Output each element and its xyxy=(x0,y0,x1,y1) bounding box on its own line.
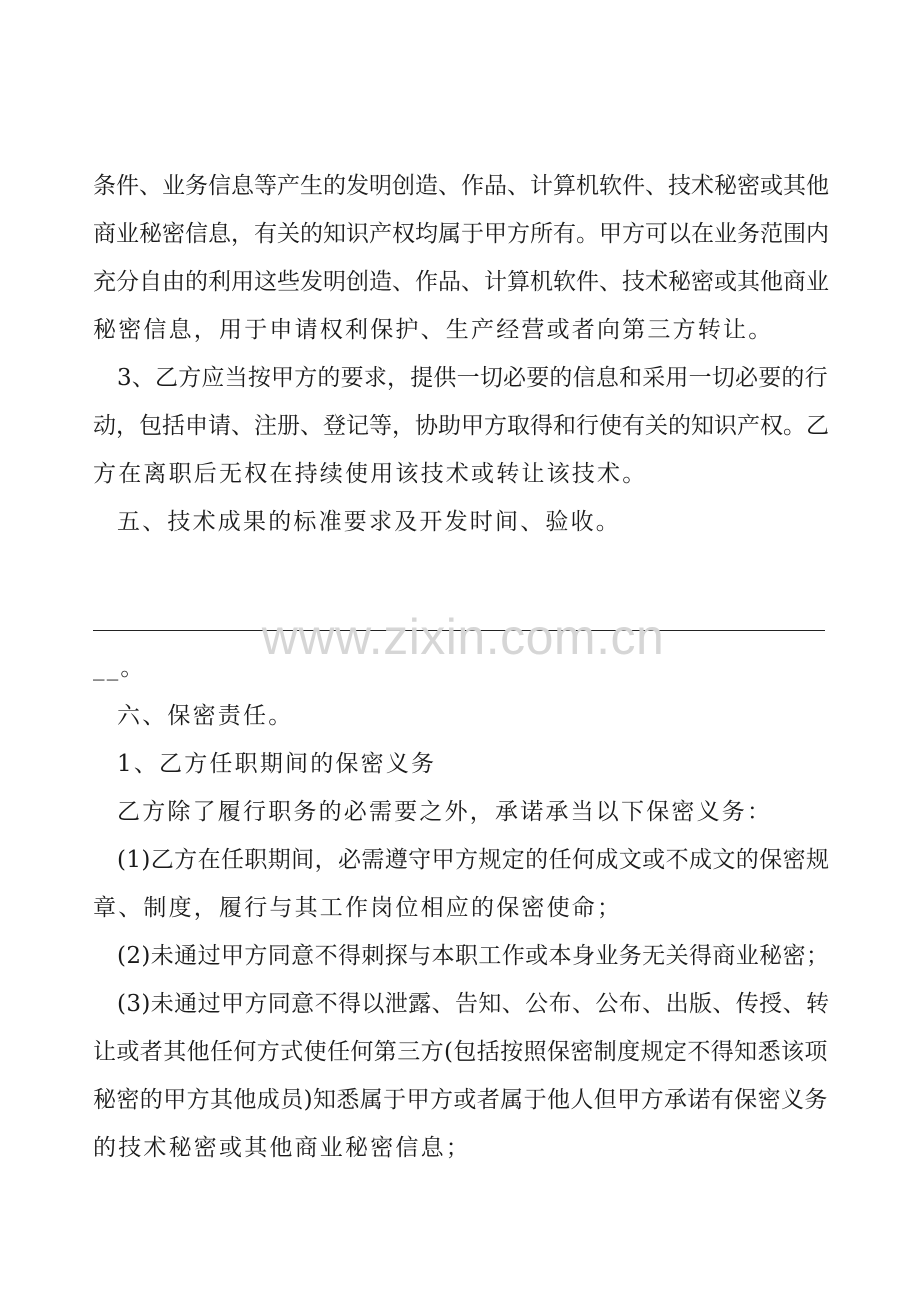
clause-3-line-1: 3、乙方应当按甲方的要求，提供一切必要的信息和采用一切必要的行 xyxy=(117,365,828,391)
watermark: www.zixin.com.cn xyxy=(261,609,665,665)
item-3-line-4: 的技术秘密或其他商业秘密信息； xyxy=(93,1135,471,1161)
section-5-heading: 五、技术成果的标准要求及开发时间、验收。 xyxy=(117,509,621,535)
item-3-line-1: (3)未通过甲方同意不得以泄露、告知、公布、公布、出版、传授、转 xyxy=(117,991,830,1017)
text-line-3: 充分自由的利用这些发明创造、作品、计算机软件、技术秘密或其他商业 xyxy=(93,269,829,295)
clause-3-line-3: 方在离职后无权在持续使用该技术或转让该技术。 xyxy=(93,461,648,487)
item-1-line-1: (1)乙方在任职期间，必需遵守甲方规定的任何成文或不成文的保密规 xyxy=(117,847,830,873)
blank-line-end: __。 xyxy=(93,655,146,681)
item-3-line-3: 秘密的甲方其他成员)知悉属于甲方或者属于他人但甲方承诺有保密义务 xyxy=(93,1087,828,1113)
text-line-2: 商业秘密信息，有关的知识产权均属于甲方所有。甲方可以在业务范围内 xyxy=(93,221,829,247)
item-1-line-2: 章、制度，履行与其工作岗位相应的保密使命； xyxy=(93,895,623,921)
item-3-line-2: 让或者其他任何方式使任何第三方(包括按照保密制度规定不得知悉该项 xyxy=(93,1039,828,1065)
text-line-1: 条件、业务信息等产生的发明创造、作品、计算机软件、技术秘密或其他 xyxy=(93,173,829,199)
clause-3-line-2: 动，包括申请、注册、登记等，协助甲方取得和行使有关的知识产权。乙 xyxy=(93,413,829,439)
obligation-intro: 乙方除了履行职务的必需要之外，承诺承当以下保密义务： xyxy=(117,799,773,825)
item-2-line-1: (2)未通过甲方同意不得刺探与本职工作或本身业务无关得商业秘密； xyxy=(117,943,830,969)
section-6-heading: 六、保密责任。 xyxy=(117,703,294,729)
subsection-1-heading: 1、乙方任职期间的保密义务 xyxy=(117,751,437,777)
text-line-4: 秘密信息，用于申请权利保护、生产经营或者向第三方转让。 xyxy=(93,317,774,343)
